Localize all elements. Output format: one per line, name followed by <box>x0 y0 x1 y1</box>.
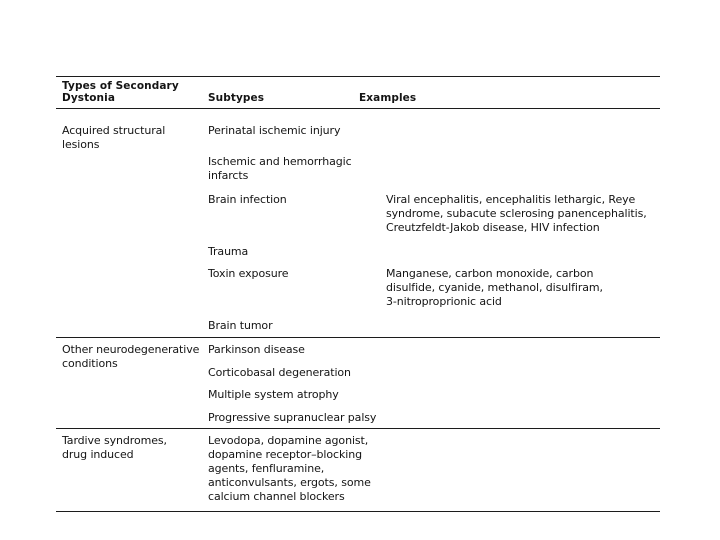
header-examples: Examples <box>359 92 417 104</box>
subtype-cell: Ischemic and hemorrhagic <box>208 155 352 168</box>
header-rule <box>56 108 660 109</box>
section-type-line: drug induced <box>62 448 134 461</box>
subtype-cell: calcium channel blockers <box>208 490 345 503</box>
section-type-line: conditions <box>62 357 118 370</box>
subtype-cell: anticonvulsants, ergots, some <box>208 476 371 489</box>
subtype-cell: Toxin exposure <box>208 267 289 280</box>
subtype-cell: Brain tumor <box>208 319 273 332</box>
example-cell: Viral encephalitis, encephalitis lethargic, Reye <box>386 193 636 206</box>
subtype-cell: agents, fenfluramine, <box>208 462 325 475</box>
example-cell: Manganese, carbon monoxide, carbon <box>386 267 594 280</box>
subtype-cell: Trauma <box>208 245 249 258</box>
section-rule <box>56 428 660 429</box>
section-type-line: Acquired structural <box>62 124 166 137</box>
example-cell: disulfide, cyanide, methanol, disulfiram, <box>386 281 603 294</box>
header-subtypes: Subtypes <box>208 92 265 104</box>
dystonia-types-table <box>56 76 660 512</box>
subtype-cell: Levodopa, dopamine agonist, <box>208 434 369 447</box>
subtype-cell: Parkinson disease <box>208 343 305 356</box>
subtype-cell: Brain infection <box>208 193 287 206</box>
subtype-cell: Corticobasal degeneration <box>208 366 351 379</box>
subtype-cell: Progressive supranuclear palsy <box>208 411 377 424</box>
table-bottom-rule <box>56 511 660 512</box>
section-type-line: Tardive syndromes, <box>62 434 167 447</box>
header-types-line1: Types of Secondary <box>62 80 179 92</box>
example-cell: Creutzfeldt-Jakob disease, HIV infection <box>386 221 600 234</box>
table-top-rule <box>56 76 660 77</box>
subtype-cell: Perinatal ischemic injury <box>208 124 341 137</box>
example-cell: syndrome, subacute sclerosing panencephalitis, <box>386 207 647 220</box>
section-type-line: lesions <box>62 138 100 151</box>
section-type-line: Other neurodegenerative <box>62 343 200 356</box>
example-cell: 3-nitroproprionic acid <box>386 295 502 308</box>
subtype-cell: Multiple system atrophy <box>208 388 339 401</box>
subtype-cell: dopamine receptor–blocking <box>208 448 362 461</box>
section-rule <box>56 337 660 338</box>
header-types-line2: Dystonia <box>62 92 116 104</box>
subtype-cell: infarcts <box>208 169 249 182</box>
